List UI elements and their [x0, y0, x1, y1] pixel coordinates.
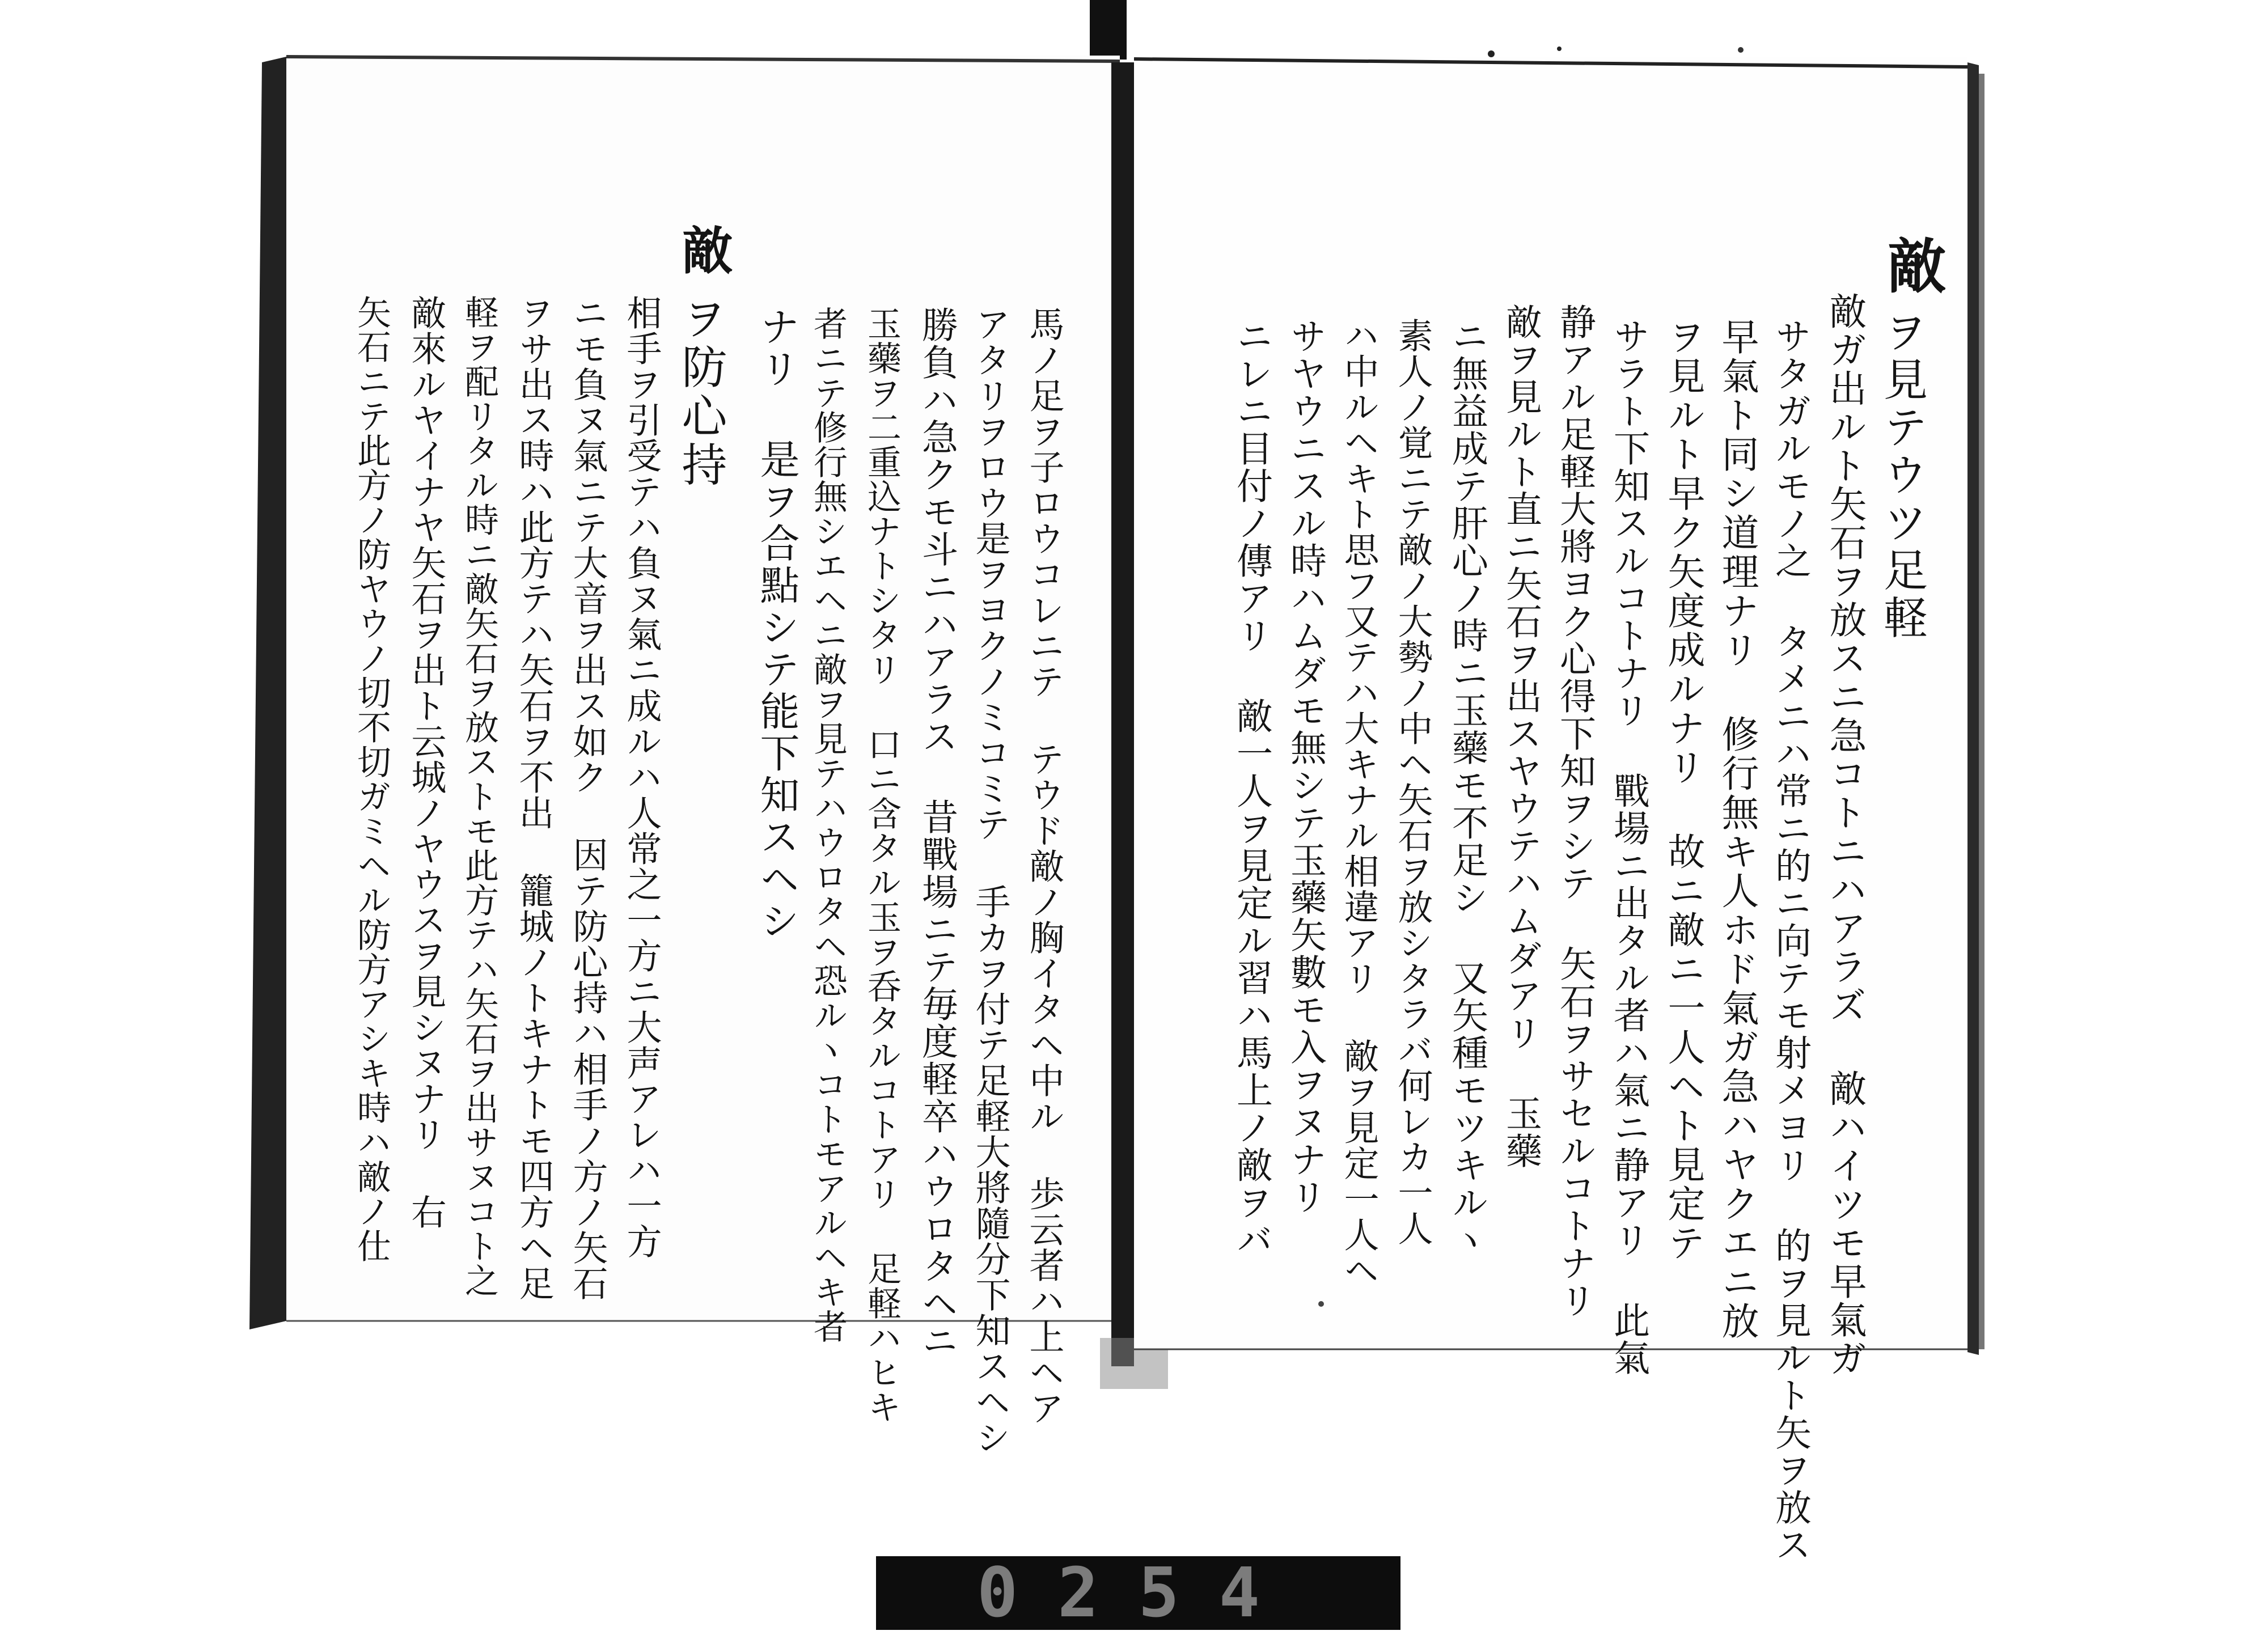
- left-continuation-column-3: 勝負ハ急クモ斗ニハアラス 昔戰場ニテ毎度軽卒ハウロタヘニ: [916, 306, 958, 1359]
- right-column-6: サラト下知スルコトナリ 戰場ニ出タル者ハ氣ニ静アリ 此氣: [1607, 317, 1649, 1376]
- left-column-2: ニモ負ヌ氣ニテ大音ヲ出ス如ク 因テ防心持ハ相手ノ方ノ矢石: [567, 295, 608, 1301]
- right-column-9: ニ無益成テ肝心ノ時ニ玉藥モ不足シ 又矢種モツキルヽ: [1446, 317, 1488, 1259]
- left-continuation-column-1: 馬ノ足ヲ子ロウコレニテ テウド敵ノ胸イタヘ中ル 歩云者ハ上ヘア: [1023, 306, 1065, 1426]
- left-column-6: 矢石ニテ此方ノ防ヤウノ切不切ガミヘル防方アシキ時ハ敵ノ仕: [352, 295, 391, 1263]
- right-column-1: ヲ見テウツ足軽: [1876, 309, 1927, 642]
- left-column-5: 敵來ルヤイナヤ矢石ヲ出ト云城ノヤウスヲ見シヌナリ 右: [405, 295, 447, 1230]
- gutter-shadow: [1111, 62, 1134, 1366]
- right-column-8: 敵ヲ見ルト直ニ矢石ヲ出スヤウテハムダアリ 玉藥: [1500, 303, 1542, 1170]
- right-heading: 敵: [1877, 235, 1947, 300]
- right-page-edge: [1967, 62, 1979, 1355]
- right-column-2: 敵ガ出ルト矢石ヲ放スニ急コトニハアラズ 敵ハイツモ早氣ガ: [1823, 292, 1867, 1378]
- right-column-3: サタガルモノ之 タメニハ常ニ的ニ向テモ射メヨリ 的ヲ見ルト矢ヲ放ス: [1769, 317, 1811, 1564]
- right-column-11: ハ中ルヘキト思フ又テハ大キナル相違アリ 敵ヲ見定一人ヘ: [1338, 317, 1380, 1288]
- frame-number-stamp: [876, 1553, 1400, 1633]
- left-continuation-column-4: 玉藥ヲ二重込ナトシタリ 口ニ含タル玉ヲ呑タルコトアリ 足軽ハヒキ: [862, 306, 902, 1424]
- right-column-5: ヲ見ルト早ク矢度成ルナリ 故ニ敵ニ一人ヘト見定テ: [1661, 317, 1705, 1263]
- binding-top: [1090, 0, 1127, 60]
- left-subheading-rest: ヲ防心持: [674, 295, 727, 490]
- right-column-10: 素人ノ覚ニテ敵ノ大勢ノ中ヘ矢石ヲ放シタラバ何レカ一人: [1392, 317, 1433, 1246]
- right-column-4: 早氣ト同シ道理ナリ 修行無キ人ホド氣ガ急ハヤクエニ放: [1715, 317, 1759, 1341]
- right-column-12: サヤウニスル時ハムダモ無シテ玉藥矢數モ入ヲヌナリ: [1284, 317, 1326, 1215]
- left-subheading: 敵: [673, 224, 733, 278]
- right-column-7: 静アル足軽大將ヨク心得下知ヲシテ 矢石ヲサセルコトナリ: [1554, 303, 1596, 1319]
- left-column-4: 軽ヲ配リタル時ニ敵矢石ヲ放ストモ此方テハ矢石ヲ出サヌコト之: [459, 295, 499, 1298]
- left-page-edge: [249, 57, 286, 1329]
- left-column-3: ヲサ出ス時ハ此方テハ矢石ヲ不出 籠城ノトキナトモ四方ヘ足: [513, 295, 555, 1301]
- left-continuation-column-6: ナリ 是ヲ合點シテ能下知スヘシ: [754, 306, 800, 942]
- left-column-1: 相手ヲ引受テハ負ヌ氣ニ成ルハ人常之一方ニ大声アレハ一方: [621, 295, 662, 1259]
- right-column-13: ニレニ目付ノ傳アリ 敵一人ヲ見定ル習ハ馬上ノ敵ヲバ: [1230, 317, 1272, 1259]
- left-continuation-column-2: アタリヲロウ是ヲヨクノミコミテ 手カヲ付テ足軽大將隨分下知スヘシ: [970, 306, 1011, 1455]
- frame-number: 0254: [977, 1553, 1300, 1633]
- left-continuation-column-5: 者ニテ修行無シエヘニ敵ヲ見テハウロタヘ恐ルヽコトモアルヘキ者: [808, 306, 848, 1344]
